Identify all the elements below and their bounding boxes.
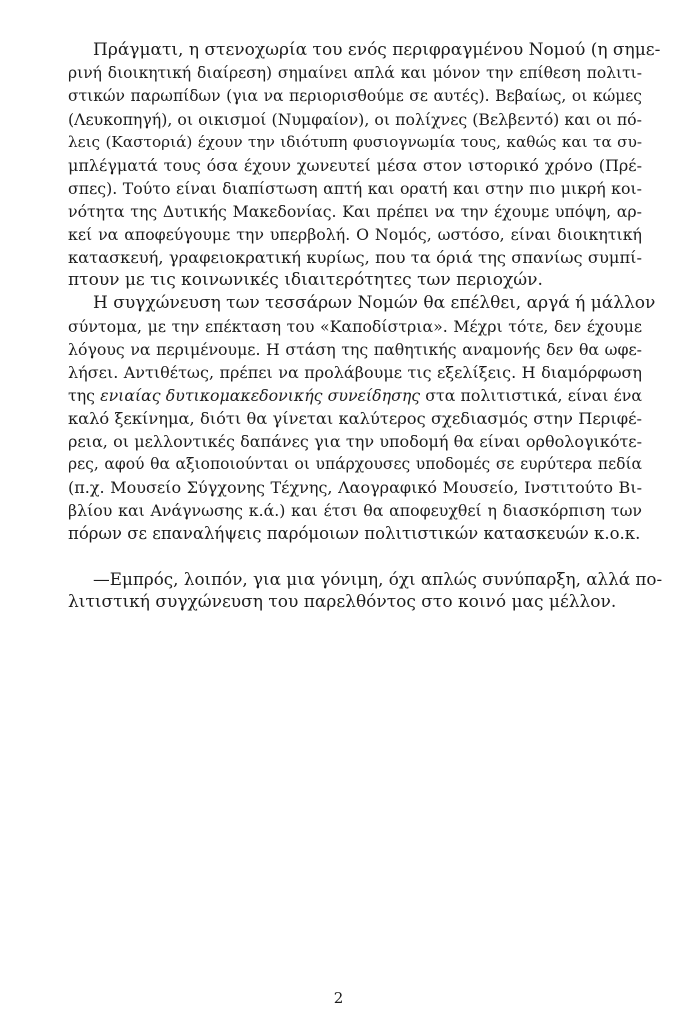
paragraph-2 [68,292,656,545]
page-number: 2 [333,989,344,1007]
paragraph-line: σπες). Τούτο είναι διαπίστωση απτή και ορατή και στην πιο μικρή κοι- [68,179,642,198]
paragraph-3 [68,568,663,614]
paragraph-line-with-emphasis [68,384,642,407]
paragraph-line: βλίου και Ανάγνωσης κ.ά.) και έτσι θα αποφευχθεί η διασκόρπιση των [68,501,642,520]
paragraph-line: μπλέγματά τους όσα έχουν χωνευτεί μέσα στον ιστορικό χρόνο (Πρέ- [68,156,642,175]
page-body [68,39,663,614]
paragraph-line: νότητα της Δυτικής Μακεδονίας. Και πρέπει να την έχουμε υπόψη, αρ- [68,202,642,221]
paragraph-line: ρεια, οι μελλοντικές δαπάνες για την υποδομή θα είναι ορθολογικότε- [68,432,642,451]
paragraph-line: Πράγματι, η στενοχωρία του ενός περιφραγμένου Νομού (η σημε- [93,40,661,60]
paragraph-line: πτουν με τις κοινωνικές ιδιαιτερότητες των περιοχών. [68,270,543,290]
paragraph-line: (Λευκοπηγή), οι οικισμοί (Νυμφαίον), οι πολίχνες (Βελβεντό) και οι πό- [68,110,642,129]
line-text-before: της [68,386,101,405]
paragraph-line: (π.χ. Μουσείο Σύγχονης Τέχνης, Λαογραφικό Μουσείο, Ινστιτούτο Βι- [68,478,642,497]
paragraph-line: Η συγχώνευση των τεσσάρων Νομών θα επέλθει, αργά ή μάλλον [93,293,656,313]
paragraph-1 [68,39,661,292]
emphasized-phrase: ενιαίας δυτικομακεδονικής συνείδησης [100,386,421,405]
paragraph-line: κατασκευή, γραφειοκρατική κυρίως, που τα όριά της σπανίως συμπί- [68,248,642,267]
paragraph-line: λιτιστική συγχώνευση του παρελθόντος στο κοινό μας μέλλον. [68,592,617,612]
paragraph-line: σύντομα, με την επέκταση του «Καποδίστρια». Μέχρι τότε, δεν έχουμε [68,317,642,336]
paragraph-line: λόγους να περιμένουμε. Η στάση της παθητικής αναμονής δεν θα ωφε- [68,340,642,359]
paragraph-line: στικών παρωπίδων (για να περιορισθούμε σε αυτές). Βεβαίως, οι κώμες [68,87,642,105]
paragraph-line: λεις (Καστοριά) έχουν την ιδιότυπη φυσιογνωμία τους, καθώς και τα συ- [68,133,642,151]
paragraph-line: πόρων σε επαναλήψεις παρόμοιων πολιτιστικών κατασκευών κ.ο.κ. [68,524,641,543]
paragraph-line: κεί να αποφεύγουμε την υπερβολή. Ο Νομός, ωστόσο, είναι διοικητική [68,225,642,244]
paragraph-line: λήσει. Αντιθέτως, πρέπει να προλάβουμε τις εξελίξεις. Η διαμόρφωση [68,363,642,382]
paragraph-line: ρες, αφού θα αξιοποιούνται οι υπάρχουσες υποδομές σε ευρύτερα πεδία [68,455,642,473]
paragraph-line: καλό ξεκίνημα, διότι θα γίνεται καλύτερος σχεδιασμός στην Περιφέ- [68,409,642,428]
paragraph-line: ρινή διοικητική διαίρεση) σημαίνει απλά και μόνον την επίθεση πολιτι- [68,64,642,82]
paragraph-line: —Εμπρός, λοιπόν, για μια γόνιμη, όχι απλώς συνύπαρξη, αλλά πο- [93,569,663,589]
line-text-after: στα πολιτιστικά, είναι ένα [420,386,642,405]
